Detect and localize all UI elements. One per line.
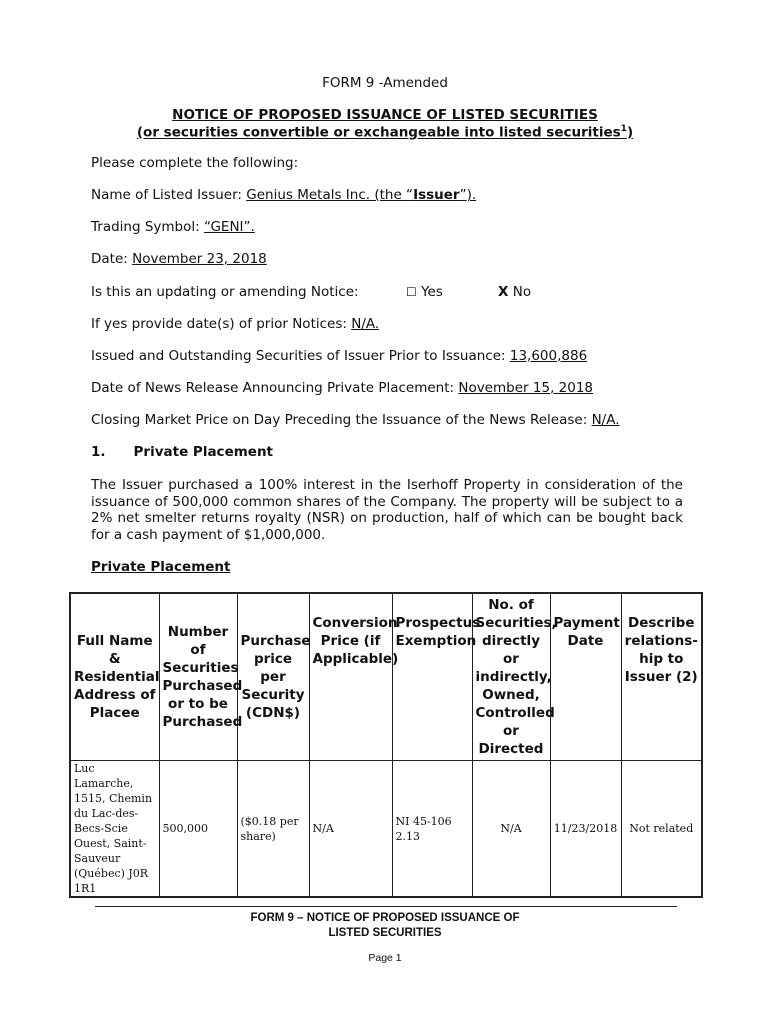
prospectus-exemption: NI 45-106 2.13 xyxy=(392,761,472,898)
purchase-price: ($0.18 per share) xyxy=(237,761,309,898)
table-header: Describe relations-hip to Issuer (2) xyxy=(621,593,702,761)
securities-number: 500,000 xyxy=(159,761,237,898)
table-header: Number of Securities Purchased or to be Purchased xyxy=(159,593,237,761)
prior-notices-line: If yes provide date(s) of prior Notices: N/A. xyxy=(91,316,380,332)
closing-price-line: Closing Market Price on Day Preceding the Issuance of the News Release: N/A. xyxy=(91,412,620,428)
page-number: Page 1 xyxy=(368,952,402,964)
outstanding-securities-value: 13,600,886 xyxy=(509,348,588,364)
outstanding-securities-line: Issued and Outstanding Securities of Issuer Prior to Issuance: 13,600,886 xyxy=(91,348,588,364)
checkbox-icon: ☐ xyxy=(406,285,417,299)
table-header: No. of Securities, directly or indirectly, Owned, Controlled or Directed xyxy=(472,593,550,761)
table-header-row xyxy=(70,593,702,761)
trading-symbol-line: Trading Symbol: “GENI”. xyxy=(91,219,255,235)
issuer-line: Name of Listed Issuer: Genius Metals Inc. (the “Issuer”). xyxy=(91,187,477,203)
no-option[interactable]: X No xyxy=(498,284,532,300)
issuer-value: Genius Metals Inc. (the “Issuer”). xyxy=(246,187,477,203)
table-header: Purchase price per Security (CDN$) xyxy=(237,593,309,761)
trading-symbol-value: “GENI”. xyxy=(203,219,255,235)
footer-divider xyxy=(95,906,677,907)
payment-date: 11/23/2018 xyxy=(550,761,621,898)
date-value: November 23, 2018 xyxy=(132,251,267,267)
news-release-value: November 15, 2018 xyxy=(458,380,594,396)
instruction-text: Please complete the following: xyxy=(91,155,299,171)
closing-price-value: N/A. xyxy=(591,412,620,428)
placee-name-address: Luc Lamarche, 1515, Chemin du Lac-des-Becs-Scie Ouest, Saint-Sauveur (Québec) J0R 1R1 xyxy=(70,761,159,898)
section-heading: 1. Private Placement xyxy=(91,444,274,460)
private-placement-subheading: Private Placement xyxy=(91,559,231,575)
table-row xyxy=(70,761,702,898)
check-x-icon: X xyxy=(498,284,509,300)
amending-notice-line: Is this an updating or amending Notice: xyxy=(91,284,359,300)
placee-table xyxy=(69,592,703,898)
form-title: FORM 9 -Amended xyxy=(322,75,448,91)
table-header: Full Name & Residential Address of Placee xyxy=(70,593,159,761)
securities-owned: N/A xyxy=(472,761,550,898)
prior-notices-value: N/A. xyxy=(351,316,380,332)
table-header: Payment Date xyxy=(550,593,621,761)
yes-option[interactable]: ☐ Yes xyxy=(406,284,443,300)
footer-title: FORM 9 – NOTICE OF PROPOSED ISSUANCE OF LISTED SECURITIES xyxy=(250,912,520,939)
body-paragraph: The Issuer purchased a 100% interest in the Iserhoff Property in consideration of the issuance of 500,000 common shares of the Company. The property will be subject to a 2% net smelter returns royalty (NSR) on production, half of which can be bought back for a cash payment of $1,000,000. xyxy=(91,477,683,543)
notice-title: NOTICE OF PROPOSED ISSUANCE OF LISTED SECURITIES xyxy=(172,107,598,123)
news-release-line: Date of News Release Announcing Private Placement: November 15, 2018 xyxy=(91,380,594,396)
relationship: Not related xyxy=(621,761,702,898)
conversion-price: N/A xyxy=(309,761,392,898)
notice-subtitle: (or securities convertible or exchangeable into listed securities$^1$) xyxy=(136,124,634,141)
table-header: Conversion Price (if Applicable) xyxy=(309,593,392,761)
date-line: Date: November 23, 2018 xyxy=(91,251,267,267)
table-header: Prospectus Exemption xyxy=(392,593,472,761)
